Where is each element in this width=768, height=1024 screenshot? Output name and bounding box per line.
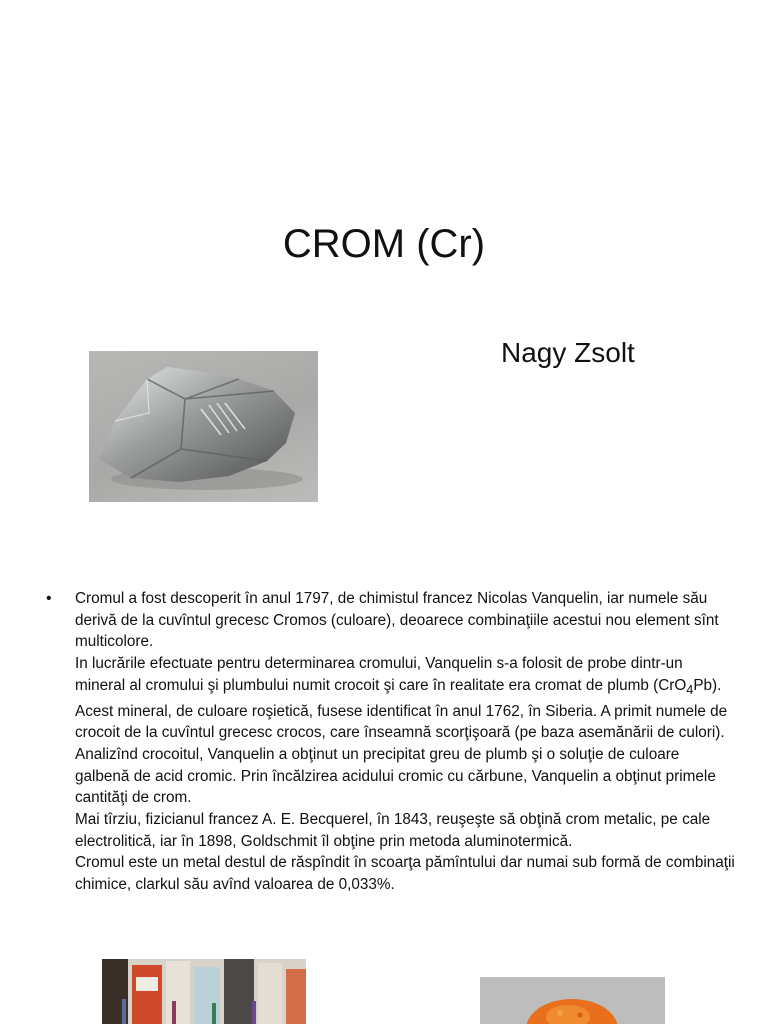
- paragraph-text: In lucrările efectuate pentru determinarea cromului, Vanquelin s-a folosit de probe dintr-un mineral al cromului şi plumbului numit crocoit şi care în realitate era cromat de plumb (CrO: [75, 655, 687, 694]
- paragraph: Cromul a fost descoperit în anul 1797, de chimistul francez Nicolas Vanquelin, iar numele său derivă de la cuvîntul grecesc Cromos (culoare), deoarece combinaţiile acestui nou element sînt multicolore.: [75, 590, 719, 651]
- content-block: [46, 588, 736, 896]
- paragraph-with-formula: [75, 653, 736, 809]
- chromium-rock-image: [89, 351, 318, 502]
- paragraph: Cromul este un metal destul de răspîndit în scoarţa pămîntului dar numai sub formă de combinaţii chimice, clarkul său avînd valoarea de 0,033%.: [75, 854, 735, 894]
- author-name: Nagy Zsolt: [501, 337, 635, 368]
- slide-title: CROM (Cr): [282, 222, 486, 266]
- laboratory-bottles-image: [102, 959, 306, 1024]
- orange-powder-image: [480, 977, 665, 1024]
- bullet-point: •: [46, 590, 52, 607]
- paragraph: Mai tîrziu, fizicianul francez A. E. Becquerel, în 1843, reuşeşte să obţină crom metalic, pe cale electrolitică, iar în 1898, Goldschmit îl obţine prin metoda aluminotermică.: [75, 811, 711, 850]
- formula-subscript: 4: [686, 681, 694, 697]
- paragraph-text: Pb). Acest mineral, de culoare roşietică, fusese identificat în anul 1762, în Siberia. A primit numele de crocoit de la cuvîntul grecesc crocos, care înseamnă scorţişoară (pe baza asemănării de culori). Analizînd crocoitul, Vanquelin a obţinut un precipitat greu de plumb şi o soluţie de culoare galbenă de acid cromic. Prin încălzirea acidului cromic cu cărbune, Vanquelin a obţinut primele cantităţi de crom.: [75, 676, 728, 807]
